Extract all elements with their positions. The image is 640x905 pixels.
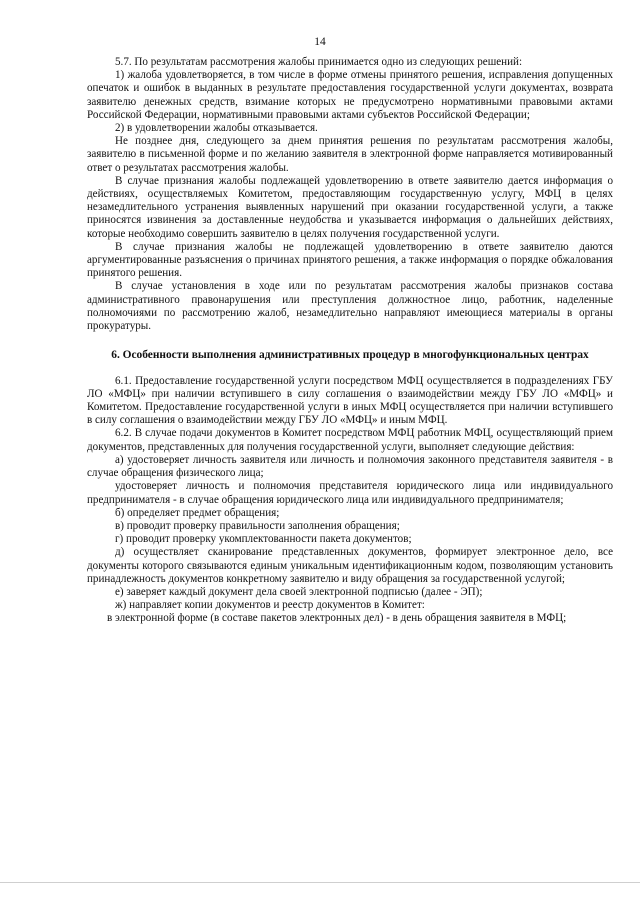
paragraph-complaint-rejected: В случае признания жалобы не подлежащей удовлетворению в ответе заявителю даются аргументированные разъяснения о причинах принятого решения, а также информация о порядке обжалования принятого решения. xyxy=(87,240,613,280)
page-bottom-edge xyxy=(0,882,640,883)
paragraph-5-7: 5.7. По результатам рассмотрения жалобы принимается одно из следующих решений: xyxy=(115,56,523,68)
section-6-heading: 6. Особенности выполнения административных процедур в многофункциональных центрах xyxy=(111,349,589,362)
paragraph-offense-detected: В случае установления в ходе или по результатам рассмотрения жалобы признаков состава административного правонарушения или преступления должностное лицо, работник, наделенные полномочиями по рассмотрению жалоб, незамедлительно направляют имеющиеся материалы в органы прокуратуры. xyxy=(87,280,613,333)
paragraph-6-2-a: а) удостоверяет личность заявителя или личность и полномочия законного представителя заявителя - в случае обращения физического лица; xyxy=(87,453,613,480)
paragraph-6-2-electronic: в электронной форме (в составе пакетов электронных дел) - в день обращения заявителя в МФЦ; xyxy=(107,612,567,625)
paragraph-response-deadline: Не позднее дня, следующего за днем принятия решения по результатам рассмотрения жалобы, заявителю в письменной форме и по желанию заявителя в электронной форме направляется мотивированный ответ о результатах рассмотрения жалобы. xyxy=(87,135,613,174)
paragraph-6-1: 6.1. Предоставление государственной услуги посредством МФЦ осуществляется в подразделениях ГБУ ЛО «МФЦ» при наличии вступившего в силу соглашения о взаимодействии между ГБУ ЛО «МФЦ» и Комитетом. Предоставление государственной услуги в иных МФЦ осуществляется при наличии вступившего в силу соглашения о взаимодействии между ГБУ ЛО «МФЦ» и иным МФЦ. xyxy=(87,374,613,427)
page-number: 14 xyxy=(314,36,326,48)
paragraph-6-2-e: е) заверяет каждый документ дела своей электронной подписью (далее - ЭП); xyxy=(115,585,483,598)
paragraph-complaint-satisfied: В случае признания жалобы подлежащей удовлетворению в ответе заявителю дается информация о действиях, осуществляемых Комитетом, предоставляющим государственную услугу, МФЦ в целях незамедлительного устранения выявленных нарушений при оказании государственной услуги, а также приносятся извинения за доставленные неудобства и указывается информация о дальнейших действиях, которые необходимо совершить заявителю в целях получения государственной услуги. xyxy=(87,174,613,240)
paragraph-6-2: 6.2. В случае подачи документов в Комитет посредством МФЦ работник МФЦ, осуществляющий прием документов, представленных для получения государственной услуги, выполняет следующие действия: xyxy=(87,427,613,453)
paragraph-6-2-zh: ж) направляет копии документов и реестр документов в Комитет: xyxy=(115,599,425,612)
paragraph-5-7-item-2: 2) в удовлетворении жалобы отказывается. xyxy=(115,122,318,135)
page-content xyxy=(87,56,613,626)
paragraph-6-2-a-representative: удостоверяет личность и полномочия представителя юридического лица или индивидуального предпринимателя - в случае обращения юридического лица или индивидуального предпринимателя; xyxy=(87,480,613,506)
paragraph-6-2-v: в) проводит проверку правильности заполнения обращения; xyxy=(115,519,400,532)
paragraph-6-2-d: д) осуществляет сканирование представленных документов, формирует электронное дело, все документы которого связываются единым уникальным идентификационным кодом, позволяющим установить принадлежность документов конкретному заявителю и виду обращения за государственной услугой; xyxy=(87,546,613,585)
paragraph-6-2-g: г) проводит проверку укомплектованности пакета документов; xyxy=(115,533,412,546)
paragraph-6-2-b: б) определяет предмет обращения; xyxy=(115,506,280,519)
paragraph-5-7-item-1: 1) жалоба удовлетворяется, в том числе в форме отмены принятого решения, исправления допущенных опечаток и ошибок в выданных в результате предоставления государственной услуги документах, возврата заявителю денежных средств, взимание которых не предусмотрено нормативными правовыми актами Российской Федерации, нормативными правовыми актами субъектов Российской Федерации; xyxy=(87,69,613,121)
